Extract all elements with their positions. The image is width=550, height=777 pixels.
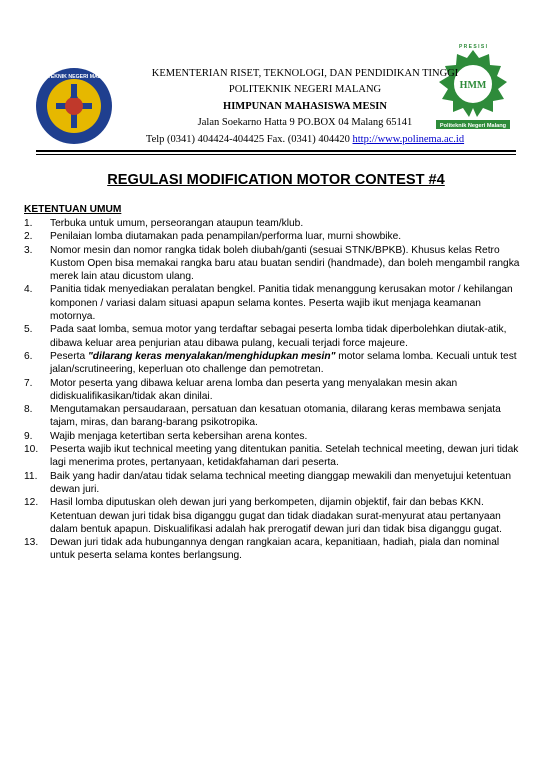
rule-number: 9. [24, 430, 33, 442]
rule-number: 5. [24, 324, 33, 336]
rule-number: 1. [24, 218, 33, 229]
rule-text: Hasil lomba diputuskan oleh dewan juri yang berkompeten, dijamin objektif, fair dan bebas KKN. Ketentuan dewan juri tidak bisa diganggu gugat dan tidak diadakan surat-menyurat atau pertanyaan dalam bentuk apapun. Diskualifikasi adalah hak prerogatif dewan juri dan tidak bisa diganggu gugat. [50, 497, 502, 535]
rule-item [24, 244, 524, 284]
rule-text: Panitia tidak menyediakan peralatan bengkel. Panitia tidak menanggung kerusakan motor / kehilangan komponen / variasi dalam situasi apapun selama kontes. Peserta wajib ikut menjaga keamanan motornya. [50, 284, 513, 323]
rule-number: 11. [24, 470, 38, 482]
rule-item [24, 283, 524, 323]
rule-text: Peserta [50, 350, 88, 362]
ministry-line: KEMENTERIAN RISET, TEKNOLOGI, DAN PENDIDIKAN TINGGI [151, 68, 459, 79]
right-logo-text: HMM [459, 80, 487, 91]
rule-item [24, 350, 524, 377]
rule-item [24, 403, 524, 430]
rule-text: Penilaian lomba diutamakan pada penampilan/performa luar, murni showbike. [50, 231, 402, 243]
rule-text: Motor peserta yang dibawa keluar arena lomba dan peserta yang menyalakan mesin akan didiskualifikasikan/tidak akan dinilai. [50, 377, 458, 402]
rule-text: Baik yang hadir dan/atau tidak selama technical meeting dianggap mewakili dan menyetujui ketentuan dewan juri. [50, 470, 511, 495]
document-title: REGULASI MODIFICATION MOTOR CONTEST #4 [107, 172, 445, 188]
rule-text: Wajib menjaga ketertiban serta kebersihan arena kontes. [50, 430, 308, 442]
rule-item [24, 443, 524, 470]
rule-text: motor selama lomba. Kecuali untuk test jalan/scrutineering, keperluan oto challenge dan pemotretan. [50, 350, 517, 376]
organization-line: HIMPUNAN MAHASISWA MESIN [223, 100, 387, 112]
letterhead-divider-thin [36, 154, 516, 155]
rule-item [24, 230, 524, 243]
rule-number: 3. [24, 244, 33, 256]
rule-number: 10. [24, 444, 39, 456]
address-line: Jalan Soekarno Hatta 9 PO.BOX 04 Malang 65141 [197, 117, 413, 129]
rule-text: Pada saat lomba, semua motor yang terdaftar sebagai peserta lomba tidak diperbolehkan diutak-atik, dibawa keluar area penjurian atau dibawa pulang, kecuali terjadi force majeure. [50, 324, 507, 349]
rule-item [24, 323, 524, 350]
letterhead-divider [36, 150, 516, 152]
rule-text: Nomor mesin dan nomor rangka tidak boleh diubah/ganti (sesuai STNK/BPKB). Khusus kelas Retro Kustom Open bisa memakai rangka baru atau buatan sendiri (handmade), dan boleh mengambil rangka merek lain atau dicustom ulang. [50, 244, 520, 283]
contact-line [120, 132, 490, 148]
institution-line: POLITEKNIK NEGERI MALANG [228, 84, 382, 96]
rule-number: 6. [24, 350, 33, 362]
rule-number: 13. [24, 537, 39, 549]
contact-text: Telp (0341) 404424-404425 Fax. (0341) 404420 [145, 133, 353, 145]
rule-text: Terbuka untuk umum, perseorangan ataupun team/klub. [50, 218, 304, 229]
letterhead [120, 66, 490, 148]
rule-text: Peserta wajib ikut technical meeting yang ditentukan panitia. Setelah technical meeting, dewan juri tidak lagi menerima protes, pertanyaan, ketidakfahaman dari peserta. [50, 444, 519, 469]
rule-text: Mengutamakan persaudaraan, persatuan dan kesatuan otomania, dilarang keras membawa senjata tajam, miras, dan barang-barang psikotropika. [50, 404, 501, 429]
rule-number: 7. [24, 377, 33, 389]
right-logo-banner: Politeknik Negeri Malang [439, 123, 507, 129]
left-logo-text: POLITEKNIK NEGERI MALANG [35, 74, 113, 80]
rule-item [24, 536, 524, 563]
rule-item [24, 470, 524, 497]
rule-item [24, 217, 524, 230]
rule-number: 8. [24, 404, 33, 416]
rule-item [24, 377, 524, 404]
rules-list [24, 217, 524, 563]
rule-text: Dewan juri tidak ada hubungannya dengan rangkaian acara, kepanitiaan, hadiah, piala dan nominal untuk peserta selama kontes berlangsung. [50, 537, 500, 562]
section-heading: KETENTUAN UMUM [24, 204, 122, 215]
rule-number: 4. [24, 284, 33, 296]
rule-emphasis: "dilarang keras menyalakan/menghidupkan mesin" [87, 350, 336, 362]
rule-number: 12. [24, 497, 39, 509]
website-link[interactable]: http://www.polinema.ac.id [352, 133, 465, 145]
rule-item [24, 496, 524, 536]
rule-number: 2. [24, 231, 33, 243]
polinema-logo [34, 66, 114, 146]
right-logo-arc-text: P R E S I S I [459, 44, 487, 50]
rule-item [24, 430, 524, 443]
